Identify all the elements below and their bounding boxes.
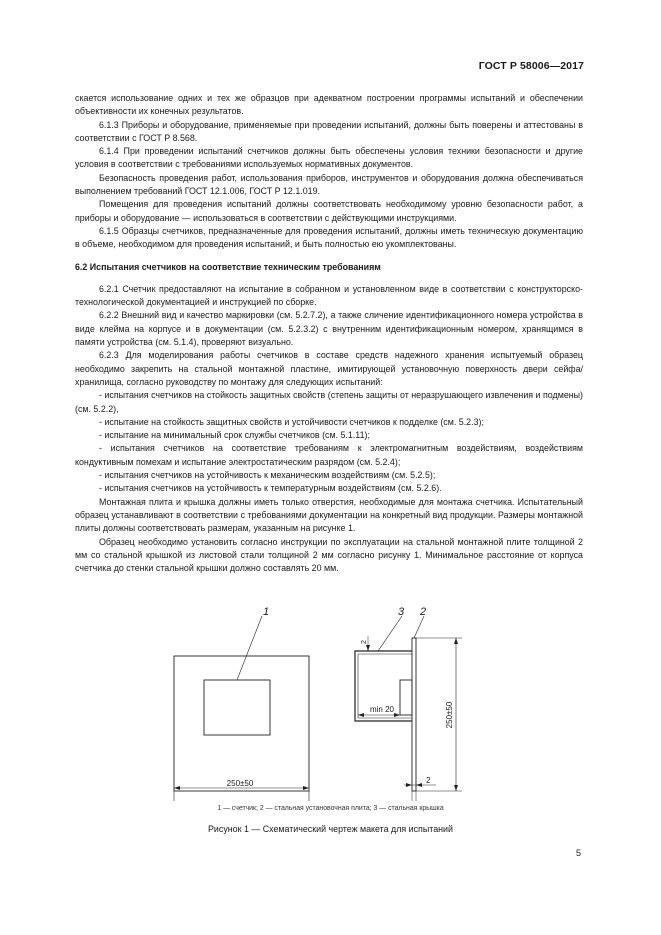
cover-thickness-text: 2 <box>361 640 368 644</box>
paragraph-6-2-2: 6.2.2 Внешний вид и качество маркировки (см. 5.2.7.2), а также сличение идентификационного номера устройства в виде клейма на корпусе и в документации (см. 5.2.3.2) с внутренним идентификационным номером, хранящимся в памяти устройства (см. 5.1.4), проверяют визуально. <box>75 310 583 348</box>
paragraph-continuation: скается использование одних и тех же образцов при адекватном построении программы испытаний и обеспечении объективности их конечных результатов. <box>75 93 583 117</box>
list-item-text: испытания счетчиков на устойчивость к температурным воздействиям (см. 5.2.6). <box>104 483 442 494</box>
min-dimension-text: min 20 <box>369 705 395 714</box>
leader-line-3 <box>378 616 402 651</box>
paragraph-6-2-3: 6.2.3 Для моделирования работы счетчиков в составе средств надежного хранения испытуемый образец необходимо закрепить на стальной монтажной пластине, имитирующей установочную поверхность двери сейфа/хранилища, согласно руководству по монтажу для следующих испытаний: <box>75 350 583 387</box>
section-heading-6-2: 6.2 Испытания счетчиков на соответствие техническим требованиям <box>75 261 381 272</box>
list-item-text: испытание на минимальный срок службы счетчиков (см. 5.1.11); <box>104 430 370 441</box>
side-plate <box>412 638 416 791</box>
list-item-text: испытания счетчиков на соответствие требованиям к электромагнитным воздействиям, воздействиям кондуктивным помехам и испытание электростатическим разрядом (см. 5.2.4); <box>75 443 584 467</box>
list-item-text: испытания счетчиков на стойкость защитных свойств (степень защиты от неразрушающего извлечения и подмены) (см. 5.2.2), <box>75 390 583 414</box>
paragraph-installation: Образец необходимо установить согласно инструкции по эксплуатации на стальной монтажной плите толщиной 2 мм со стальной крышкой из листовой стали толщиной 2 мм согласно рисунку 1. Минимальное расстояние от корпуса счетчика до стенки стальной крышки должно составлять 20 мм. <box>75 536 583 574</box>
list-item-text: испытание на стойкость защитных свойств и устойчивости счетчиков к подделке (см. 5.2.3); <box>104 416 484 427</box>
paragraph-6-2-1: 6.2.1 Счетчик предоставляют на испытание в собранном и установленном виде в соответствии с конструкторско-технологической документацией и инструкцией по сборке. <box>75 283 583 308</box>
figure-caption: Рисунок 1 — Схематический чертеж макета для испытаний <box>208 824 453 834</box>
front-counter-outline <box>204 680 270 735</box>
thickness-dimension-text: 2 <box>426 776 431 785</box>
height-dimension-text: 250±50 <box>445 701 454 729</box>
list-item: - испытания счетчиков на стойкость защитных свойств (степень защиты от неразрушающего извлечения и подмены) (см. 5.2.2), <box>75 390 583 414</box>
list-item: - испытания счетчиков на устойчивость к температурным воздействиям (см. 5.2.6). <box>99 483 442 494</box>
figure-label-1: 1 <box>263 606 270 618</box>
paragraph-premises: Помещения для проведения испытаний должны соответствовать необходимому уровню безопасности работ, а приборы и оборудование — использоваться в соответствии с действующими инструкциями. <box>75 199 583 223</box>
paragraph-safety: Безопасность проведения работ, использования приборов, инструментов и оборудования должна обеспечиваться выполнением требований ГОСТ 12.1.006, ГОСТ Р 12.1.019. <box>75 172 583 197</box>
schematic-drawing <box>0 598 661 808</box>
width-dimension-text: 250±50 <box>226 779 254 788</box>
list-item-text: испытания счетчиков на устойчивость к механическим воздействиям (см. 5.2.5); <box>104 470 436 481</box>
list-item: - испытание на минимальный срок службы счетчиков (см. 5.1.11); <box>99 430 370 441</box>
leader-line-1 <box>237 616 262 680</box>
figure-legend: 1 — счетчик; 2 — стальная установочная плита; 3 — стальная крышка <box>217 805 444 812</box>
paragraph-6-1-3: 6.1.3 Приборы и оборудование, применяемые при проведении испытаний, должны быть поверены и аттестованы в соответствии с ГОСТ Р 8.568. <box>75 119 583 143</box>
figure-label-2: 2 <box>420 606 427 618</box>
side-counter <box>400 680 412 715</box>
paragraph-mounting-plate: Монтажная плита и крышка должны иметь только отверстия, необходимые для монтажа счетчика. Испытательный образец устанавливают в соответствии с требованиями документации на конкретный вид продукции. Размеры монтажной плиты должны соответствовать размерам, указанным на рисунке 1. <box>75 496 583 534</box>
standard-header: ГОСТ Р 58006—2017 <box>478 60 584 72</box>
list-item: - испытания счетчиков на устойчивость к механическим воздействиям (см. 5.2.5); <box>99 470 436 481</box>
figure-label-3: 3 <box>398 606 405 618</box>
body-text <box>75 92 583 575</box>
front-plate-outline <box>174 656 309 791</box>
leader-line-2 <box>414 616 424 638</box>
paragraph-6-1-4: 6.1.4 При проведении испытаний счетчиков должны быть обеспечены условия техники безопасности и другие условия в соответствии с требованиями используемых нормативных документов. <box>75 146 583 170</box>
paragraph-6-1-5: 6.1.5 Образцы счетчиков, предназначенные для проведения испытаний, должны иметь техническую документацию в объеме, необходимом для проведения испытаний, и быть полностью ею укомплектованы. <box>75 225 583 250</box>
list-item: - испытания счетчиков на соответствие требованиям к электромагнитным воздействиям, воздействиям кондуктивным помехам и испытание электростатическим разрядом (см. 5.2.4); <box>75 443 584 467</box>
page-number: 5 <box>575 848 581 858</box>
list-item: - испытание на стойкость защитных свойств и устойчивости счетчиков к подделке (см. 5.2.3); <box>99 416 484 427</box>
